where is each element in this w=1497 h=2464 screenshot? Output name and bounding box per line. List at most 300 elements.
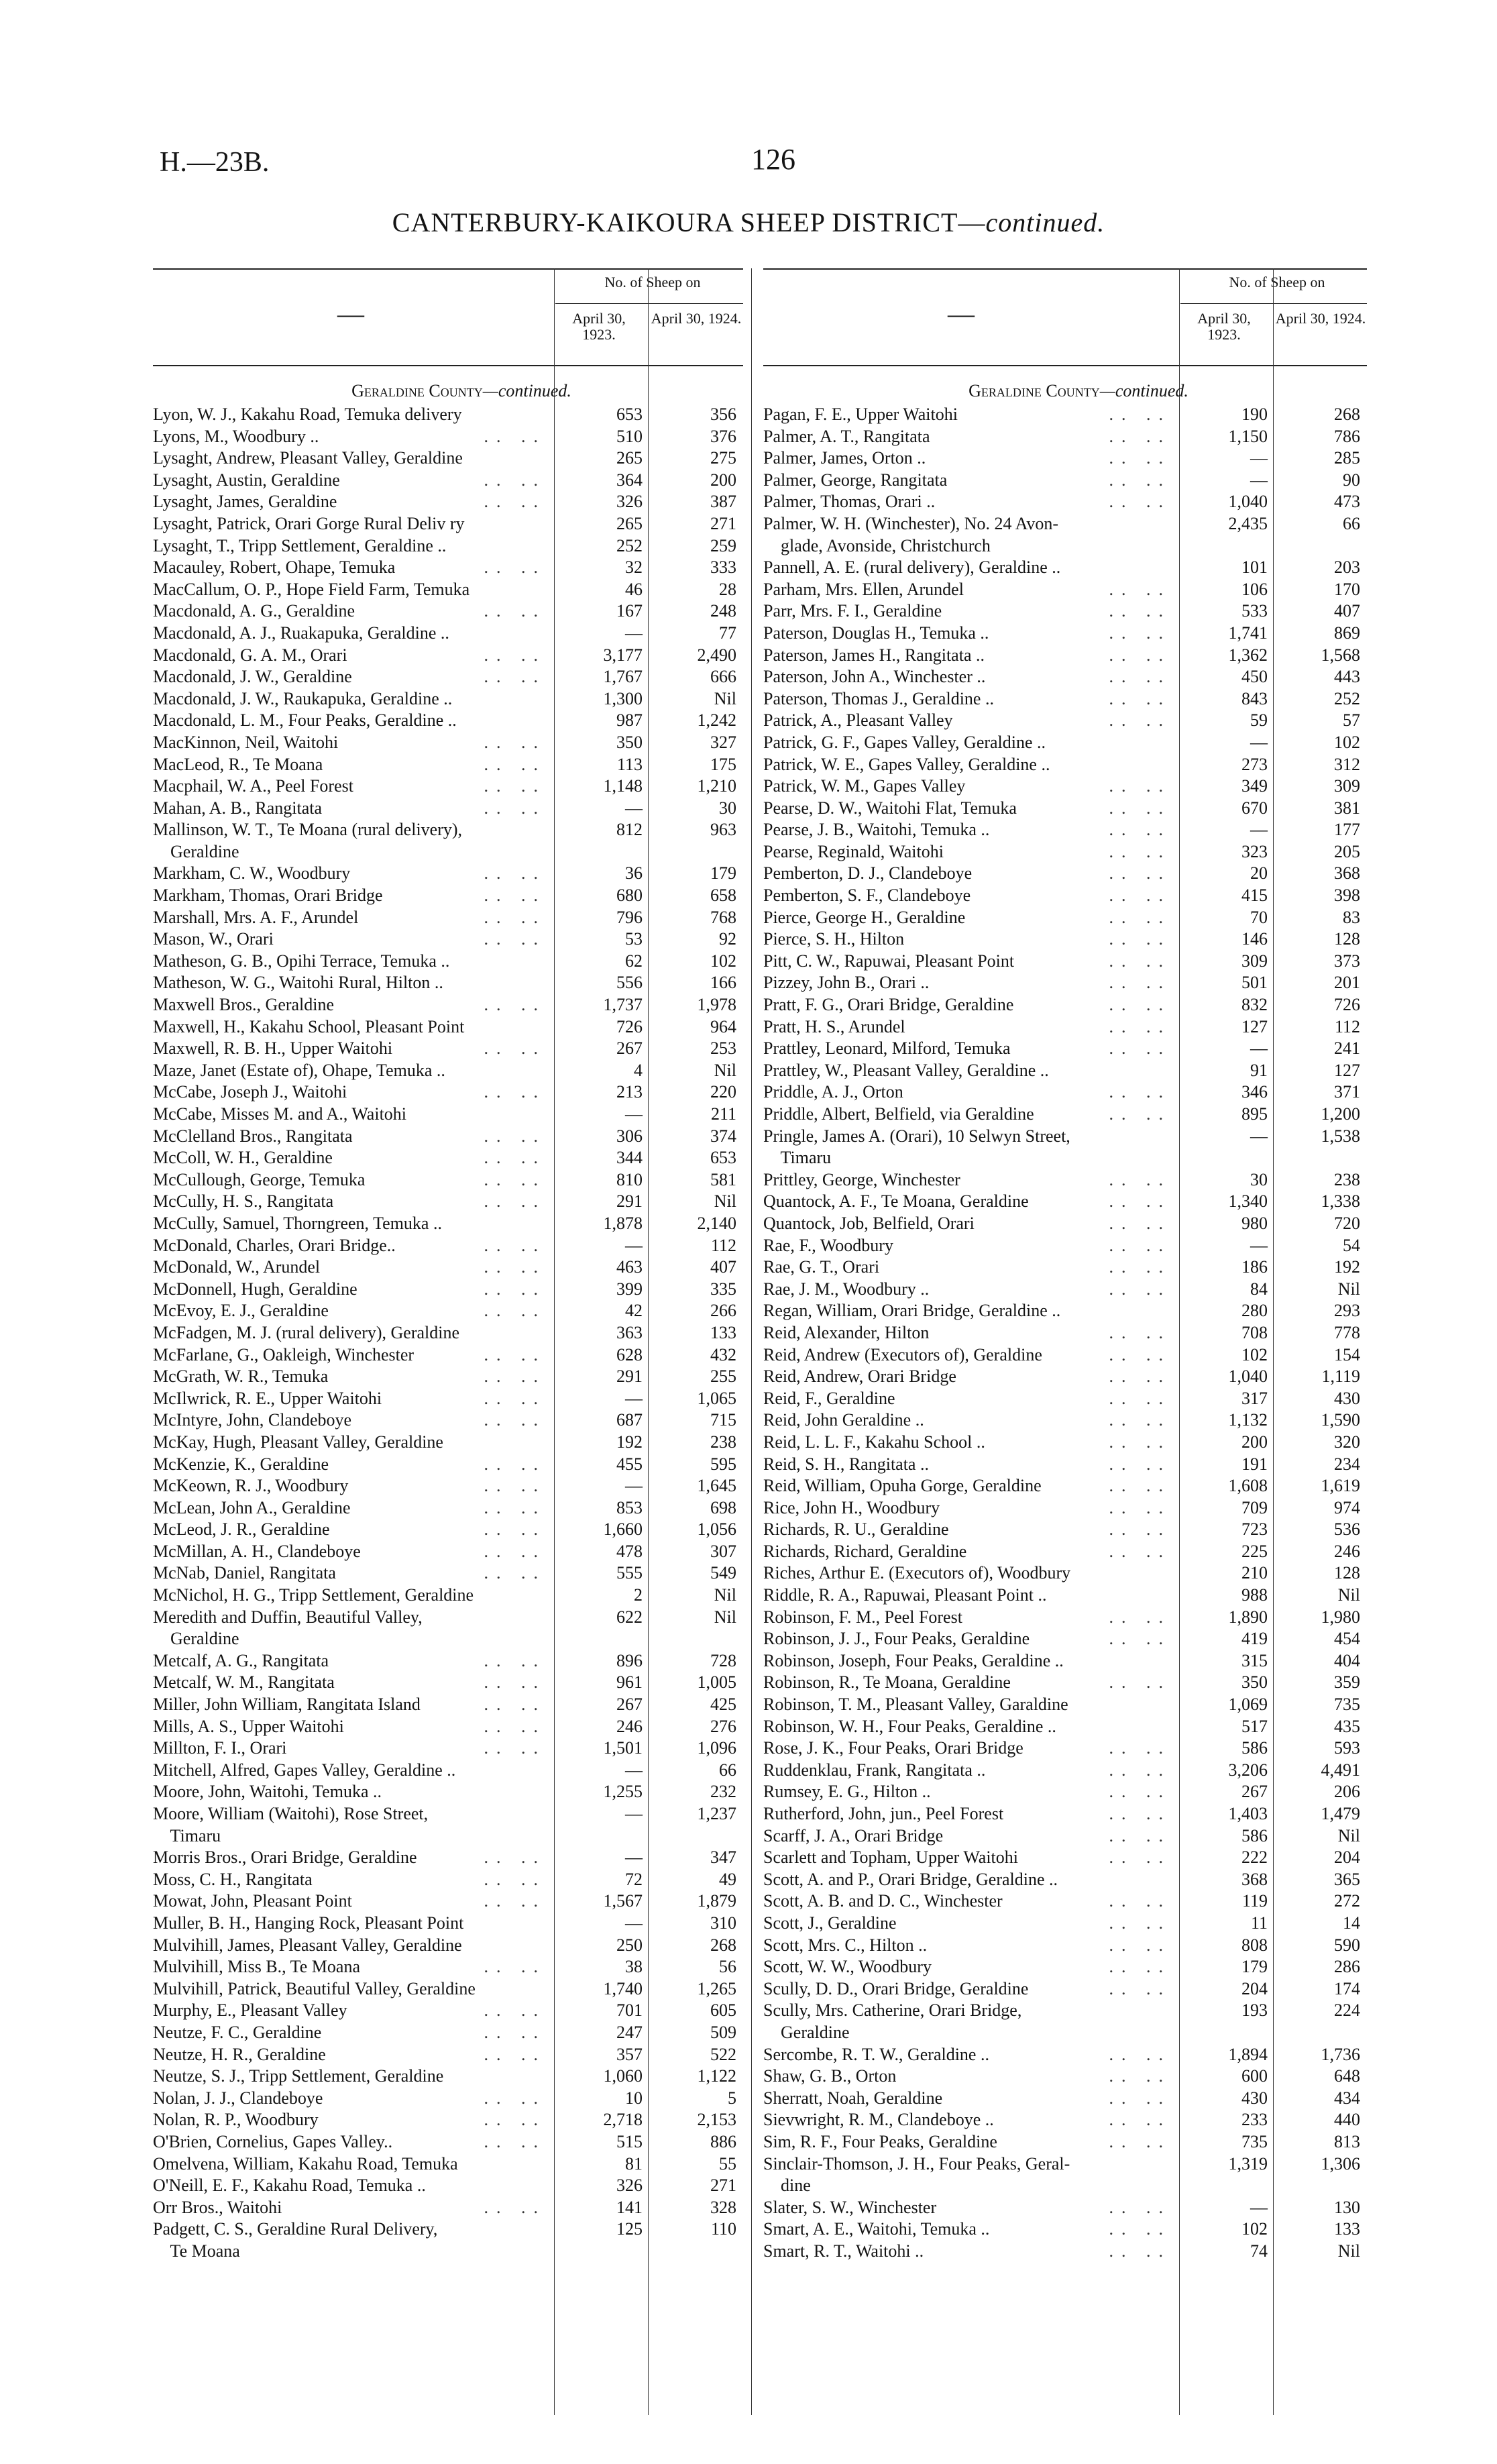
sheep-1924: 886 xyxy=(710,2131,736,2151)
owner-name xyxy=(763,645,1180,667)
owner-name-text: Parr, Mrs. F. I., Geraldine xyxy=(763,601,942,621)
sheep-1923: 455 xyxy=(616,1454,643,1474)
sheep-1923: 326 xyxy=(616,492,643,512)
sheep-1923: — xyxy=(1250,1038,1268,1059)
owner-name-text: McFarlane, G., Oakleigh, Winchester xyxy=(153,1344,414,1364)
sheep-1923: 1,069 xyxy=(1228,1695,1268,1715)
owner-name-text: Moore, John, Waitohi, Temuka .. xyxy=(153,1782,382,1802)
sheep-1924 xyxy=(1274,1147,1367,1169)
table-row xyxy=(763,951,1367,973)
dot-leader: .. .. xyxy=(1109,1279,1172,1301)
sheep-1923: 32 xyxy=(625,557,643,578)
owner-name-text: McClelland Bros., Rangitata xyxy=(153,1126,353,1146)
sheep-1924: 2,153 xyxy=(697,2110,736,2130)
dot-leader: .. .. xyxy=(484,1890,547,1913)
sheep-1924 xyxy=(1274,2175,1367,2197)
table-row xyxy=(763,1694,1367,1716)
owner-name-text: Miller, John William, Rangitata Island xyxy=(153,1695,421,1715)
sheep-1923: 1,740 xyxy=(603,1978,643,1998)
sheep-1923: 2,718 xyxy=(603,2110,643,2130)
sheep-1923: 127 xyxy=(1241,1016,1268,1036)
owner-name-text: MacLeod, R., Te Moana xyxy=(153,754,323,774)
owner-name-text: Quantock, A. F., Te Moana, Geraldine xyxy=(763,1191,1029,1212)
table-row xyxy=(763,928,1367,951)
owner-name xyxy=(763,1760,1180,1782)
owner-name-text: Te Moana xyxy=(153,2241,240,2261)
table-row xyxy=(153,491,743,513)
table-row xyxy=(763,513,1367,535)
owner-name xyxy=(763,1913,1180,1935)
owner-name xyxy=(153,1803,555,1825)
sheep-1923: 191 xyxy=(1241,1454,1268,1474)
table-row xyxy=(763,1956,1367,1978)
dot-leader: .. .. xyxy=(484,1497,547,1519)
owner-name xyxy=(763,688,1180,710)
sheep-1924: 77 xyxy=(719,623,736,643)
sheep-1923: 556 xyxy=(616,973,643,993)
sheep-1924: 271 xyxy=(710,513,736,533)
table-row xyxy=(153,1256,743,1279)
sheep-1924: 454 xyxy=(1334,1629,1360,1649)
owner-name xyxy=(763,1191,1180,1213)
owner-name-text: McLean, John A., Geraldine xyxy=(153,1497,351,1517)
owner-name xyxy=(153,1913,555,1935)
owner-name-text: Robinson, T. M., Pleasant Valley, Garaldine xyxy=(763,1695,1068,1715)
owner-name xyxy=(763,1694,1180,1716)
table-row xyxy=(763,1235,1367,1257)
table-row xyxy=(763,623,1367,645)
sheep-1924 xyxy=(649,841,743,863)
sheep-1924: 1,056 xyxy=(697,1519,736,1540)
owner-name-text: Riddle, R. A., Rapuwai, Pleasant Point .. xyxy=(763,1585,1047,1605)
owner-name-text: Priddle, A. J., Orton xyxy=(763,1082,903,1102)
sheep-1924: Nil xyxy=(714,1060,736,1080)
owner-name xyxy=(153,754,555,776)
sheep-1924: 356 xyxy=(710,405,736,424)
sheep-1924: 653 xyxy=(710,1148,736,1168)
owner-name xyxy=(153,2000,555,2022)
dot-leader: .. .. xyxy=(484,1716,547,1738)
sheep-1924: 133 xyxy=(710,1322,736,1342)
sheep-1924: 425 xyxy=(710,1695,736,1715)
owner-name-text: Quantock, Job, Belfield, Orari xyxy=(763,1213,975,1233)
owner-name xyxy=(153,1016,555,1038)
sheep-1923: 273 xyxy=(1241,754,1268,774)
table-row xyxy=(153,1781,743,1803)
table-row xyxy=(153,1694,743,1716)
table-row xyxy=(763,600,1367,623)
owner-name xyxy=(763,1147,1180,1169)
dot-leader: .. .. xyxy=(484,1694,547,1716)
table-row xyxy=(153,579,743,601)
dot-leader: .. .. xyxy=(484,1126,547,1148)
sheep-1923: 853 xyxy=(616,1497,643,1517)
owner-name-text: McKenzie, K., Geraldine xyxy=(153,1454,329,1474)
sheep-1924: 440 xyxy=(1334,2110,1360,2130)
owner-name xyxy=(153,775,555,798)
owner-name xyxy=(763,2044,1180,2066)
dot-leader: .. .. xyxy=(1109,928,1172,951)
sheep-1923: 555 xyxy=(616,1563,643,1583)
dot-leader: .. .. xyxy=(1109,688,1172,710)
dot-leader: .. .. xyxy=(1109,775,1172,798)
sheep-1924: 310 xyxy=(710,1913,736,1933)
owner-name xyxy=(763,2241,1180,2263)
sheep-1924: 66 xyxy=(1343,513,1360,533)
sheep-1923: 81 xyxy=(625,2153,643,2174)
sheep-1923: 1,608 xyxy=(1228,1476,1268,1496)
section-suffix: —continued. xyxy=(482,381,571,400)
owner-name-text: Timaru xyxy=(153,1825,221,1845)
sheep-1923: 895 xyxy=(1241,1104,1268,1124)
table-row xyxy=(763,1409,1367,1432)
owner-name xyxy=(153,2153,555,2176)
table-row xyxy=(153,994,743,1016)
dot-leader: .. .. xyxy=(484,885,547,907)
sheep-1924: 266 xyxy=(710,1301,736,1321)
owner-name-text: Geraldine xyxy=(153,841,239,861)
table-row xyxy=(153,1169,743,1191)
sheep-1924: 66 xyxy=(719,1760,736,1780)
sheep-1923: 1,040 xyxy=(1228,1367,1268,1387)
sheep-1923 xyxy=(555,1628,649,1650)
owner-name-text: Scott, Mrs. C., Hilton .. xyxy=(763,1935,928,1955)
dot-leader: .. .. xyxy=(484,2197,547,2219)
owner-name-text: Pemberton, S. F., Clandeboye xyxy=(763,886,971,906)
sheep-1923: 59 xyxy=(1250,710,1268,731)
dot-leader: .. .. xyxy=(1109,447,1172,470)
sheep-1923: 20 xyxy=(1250,863,1268,883)
owner-name xyxy=(153,1956,555,1978)
sheep-1923: — xyxy=(1250,1126,1268,1146)
owner-name-text: Patrick, W. M., Gapes Valley xyxy=(763,776,966,796)
sheep-1923: 399 xyxy=(616,1279,643,1299)
sheep-1924 xyxy=(649,1825,743,1847)
sheep-1923: 349 xyxy=(1241,776,1268,796)
owner-name-text: Pitt, C. W., Rapuwai, Pleasant Point xyxy=(763,951,1015,971)
table-row xyxy=(153,447,743,470)
dot-leader: .. .. xyxy=(1109,1956,1172,1978)
sheep-1924: 133 xyxy=(1334,2219,1360,2239)
sheep-1923: 670 xyxy=(1241,798,1268,818)
sheep-1924: 813 xyxy=(1334,2131,1360,2151)
dot-leader: .. .. xyxy=(484,2088,547,2110)
owner-name-text: Maxwell, R. B. H., Upper Waitohi xyxy=(153,1038,393,1059)
dot-leader: .. .. xyxy=(1109,2197,1172,2219)
owner-name xyxy=(153,1300,555,1322)
owner-name xyxy=(763,666,1180,688)
owner-name-text: Maze, Janet (Estate of), Ohape, Temuka .. xyxy=(153,1060,445,1080)
year-1924-header: April 30, 1924. xyxy=(651,310,742,327)
dot-leader: .. .. xyxy=(1109,1935,1172,1957)
table-row xyxy=(763,1781,1367,1803)
sheep-1924: 368 xyxy=(1334,863,1360,883)
table-row xyxy=(763,1607,1367,1629)
owner-name-text: Metcalf, W. M., Rangitata xyxy=(153,1672,335,1693)
owner-name xyxy=(153,1541,555,1563)
dot-leader: .. .. xyxy=(484,1409,547,1432)
sheep-1924: 1,538 xyxy=(1321,1126,1360,1146)
owner-name xyxy=(153,841,555,863)
table-row xyxy=(153,928,743,951)
owner-name-text: Scully, Mrs. Catherine, Orari Bridge, xyxy=(763,2000,1022,2021)
owner-name-text: Shaw, G. B., Orton xyxy=(763,2066,897,2086)
owner-name-text: Rae, F., Woodbury xyxy=(763,1235,893,1255)
table-header xyxy=(153,268,743,366)
owner-name-text: Muller, B. H., Hanging Rock, Pleasant Point xyxy=(153,1913,464,1933)
owner-name xyxy=(153,1978,555,2000)
owner-name-text: Prattley, Leonard, Milford, Temuka xyxy=(763,1038,1011,1059)
owner-name xyxy=(153,2088,555,2110)
dot-leader: .. .. xyxy=(1109,1454,1172,1476)
sheep-1923: 1,040 xyxy=(1228,492,1268,512)
sheep-1924: 327 xyxy=(710,732,736,752)
owner-name xyxy=(153,2218,555,2241)
owner-name-text: Patrick, G. F., Gapes Valley, Geraldine .. xyxy=(763,732,1046,752)
dot-leader: .. .. xyxy=(484,2022,547,2044)
sheep-1923: 246 xyxy=(616,1716,643,1736)
owner-name-text: Pannell, A. E. (rural delivery), Geraldine .. xyxy=(763,557,1061,578)
sheep-1923: 291 xyxy=(616,1191,643,1212)
dot-leader: .. .. xyxy=(484,1737,547,1760)
sheep-1923: 119 xyxy=(1241,1891,1268,1911)
owner-name xyxy=(153,1672,555,1694)
owner-name xyxy=(153,535,555,557)
sheep-1924: 57 xyxy=(1343,710,1360,731)
owner-name-text: Matheson, W. G., Waitohi Rural, Hilton .. xyxy=(153,973,443,993)
owner-name-text: Mallinson, W. T., Te Moana (rural delivery), xyxy=(153,820,463,840)
sheep-1923: 113 xyxy=(616,754,643,774)
owner-name xyxy=(763,1890,1180,1913)
sheep-1924: 92 xyxy=(719,929,736,949)
sheep-1923: 102 xyxy=(1241,1344,1268,1364)
table-row xyxy=(763,1869,1367,1891)
table-row xyxy=(763,1519,1367,1541)
owner-name-text: McDonnell, Hugh, Geraldine xyxy=(153,1279,357,1299)
sheep-1924: 398 xyxy=(1334,886,1360,906)
sheep-1923: — xyxy=(625,1804,643,1823)
owner-name xyxy=(763,426,1180,448)
section-name: Geraldine County xyxy=(351,381,483,400)
sheep-1924: 241 xyxy=(1334,1038,1360,1059)
table-row xyxy=(763,1147,1367,1169)
table-row xyxy=(153,1235,743,1257)
sheep-1924: 365 xyxy=(1334,1869,1360,1889)
dot-leader: .. .. xyxy=(1109,1256,1172,1279)
owner-name-text: Mills, A. S., Upper Waitohi xyxy=(153,1716,344,1736)
dot-leader: .. .. xyxy=(484,732,547,754)
owner-name xyxy=(153,1694,555,1716)
sheep-1924: 964 xyxy=(710,1016,736,1036)
dot-leader: .. .. xyxy=(484,1081,547,1104)
dot-leader: .. .. xyxy=(484,1869,547,1891)
owner-name xyxy=(763,1432,1180,1454)
dot-leader: .. .. xyxy=(1109,1432,1172,1454)
owner-name-text: Riches, Arthur E. (Executors of), Woodbury xyxy=(763,1563,1071,1583)
owner-name xyxy=(153,1409,555,1432)
owner-name-text: Sercombe, R. T. W., Geraldine .. xyxy=(763,2044,989,2064)
sheep-1924: 201 xyxy=(1334,973,1360,993)
owner-name xyxy=(153,1890,555,1913)
sheep-1924: 720 xyxy=(1334,1213,1360,1233)
sheep-1924: Nil xyxy=(714,1191,736,1212)
owner-name-text: Nolan, J. J., Clandeboye xyxy=(153,2088,323,2108)
owner-name xyxy=(763,1803,1180,1825)
table-row xyxy=(763,2197,1367,2219)
owner-name-text: McIntyre, John, Clandeboye xyxy=(153,1410,352,1430)
owner-name xyxy=(153,1847,555,1869)
sheep-1924: 234 xyxy=(1334,1454,1360,1474)
owner-name-text: Macdonald, L. M., Four Peaks, Geraldine .. xyxy=(153,710,457,731)
sheep-1923: 38 xyxy=(625,1957,643,1977)
owner-name xyxy=(763,1038,1180,1060)
sheep-1924: 128 xyxy=(1334,1563,1360,1583)
table-row xyxy=(763,2153,1367,2176)
table-header xyxy=(763,268,1367,366)
sheep-1924: 1,122 xyxy=(697,2066,736,2086)
dot-leader: .. .. xyxy=(1109,1169,1172,1191)
sheep-1923: 267 xyxy=(616,1695,643,1715)
table-row xyxy=(153,710,743,732)
section-heading xyxy=(153,374,743,404)
sheep-1924: 1,645 xyxy=(697,1476,736,1496)
owner-name-text: McKay, Hugh, Pleasant Valley, Geraldine xyxy=(153,1432,443,1452)
sheep-1924: 778 xyxy=(1334,1322,1360,1342)
dot-leader: .. .. xyxy=(484,557,547,579)
sheep-1924: 522 xyxy=(710,2044,736,2064)
sheep-1923: 204 xyxy=(1241,1978,1268,1998)
dot-leader: .. .. xyxy=(484,491,547,513)
owner-name-text: Robinson, F. M., Peel Forest xyxy=(763,1607,962,1627)
sheep-1923: 478 xyxy=(616,1541,643,1561)
table-row xyxy=(763,645,1367,667)
dot-leader: .. .. xyxy=(484,1650,547,1672)
sheep-1924: 509 xyxy=(710,2022,736,2042)
sheep-1924: 1,065 xyxy=(697,1388,736,1408)
sheep-1924: 30 xyxy=(719,798,736,818)
owner-name xyxy=(763,1716,1180,1738)
sheep-1924: 174 xyxy=(1334,1978,1360,1998)
year-1923-header: April 30, 1923. xyxy=(1197,310,1251,343)
owner-name-text: McCully, Samuel, Thorngreen, Temuka .. xyxy=(153,1213,442,1233)
owner-name xyxy=(763,1454,1180,1476)
dot-leader: .. .. xyxy=(484,470,547,492)
dot-leader: .. .. xyxy=(1109,1081,1172,1104)
dot-leader: .. .. xyxy=(484,600,547,623)
dot-leader: .. .. xyxy=(484,1672,547,1694)
dot-leader: .. .. xyxy=(484,1541,547,1563)
owner-name-text: Richards, Richard, Geraldine xyxy=(763,1541,967,1561)
owner-name xyxy=(763,1409,1180,1432)
owner-name xyxy=(763,600,1180,623)
sheep-1923: 4 xyxy=(634,1060,643,1080)
section-heading xyxy=(763,374,1367,404)
sheep-1923: 1,148 xyxy=(603,776,643,796)
table-row xyxy=(153,1016,743,1038)
sheep-1924: 206 xyxy=(1334,1782,1360,1802)
sheep-1924: 1,980 xyxy=(1321,1607,1360,1627)
sheep-1924: 220 xyxy=(710,1082,736,1102)
owner-name-text: Reid, S. H., Rangitata .. xyxy=(763,1454,929,1474)
owner-name xyxy=(763,2153,1180,2176)
sheep-1924: 130 xyxy=(1334,2197,1360,2217)
owner-name-text: Rae, J. M., Woodbury .. xyxy=(763,1279,930,1299)
owner-name xyxy=(153,863,555,885)
sheep-1923: — xyxy=(625,1388,643,1408)
sheep-1924: 1,479 xyxy=(1321,1804,1360,1823)
owner-name-text: Metcalf, A. G., Rangitata xyxy=(153,1650,329,1670)
owner-name-text: Lysaght, Andrew, Pleasant Valley, Geraldine xyxy=(153,448,463,468)
table-row xyxy=(763,994,1367,1016)
owner-name xyxy=(153,1147,555,1169)
table-row xyxy=(153,2066,743,2088)
table-row xyxy=(153,470,743,492)
table-row xyxy=(153,688,743,710)
owner-name xyxy=(153,1760,555,1782)
sheep-1923: 323 xyxy=(1241,841,1268,861)
sheep-1923: 346 xyxy=(1241,1082,1268,1102)
table-row xyxy=(763,907,1367,929)
owner-name-text: Neutze, F. C., Geraldine xyxy=(153,2022,322,2042)
table-row xyxy=(153,2022,743,2044)
sheep-1924: 238 xyxy=(710,1432,736,1452)
owner-name-text: Parham, Mrs. Ellen, Arundel xyxy=(763,579,964,599)
table-row xyxy=(763,754,1367,776)
dot-leader: .. .. xyxy=(1109,1191,1172,1213)
sheep-1924: 5 xyxy=(728,2088,736,2108)
sheep-1923: 102 xyxy=(1241,2219,1268,2239)
sheep-1923: 1,060 xyxy=(603,2066,643,2086)
sheep-1924: Nil xyxy=(714,688,736,708)
sheep-1923: — xyxy=(1250,470,1268,490)
sheep-1923: 265 xyxy=(616,448,643,468)
dot-leader: .. .. xyxy=(1109,798,1172,820)
sheep-1924 xyxy=(1274,535,1367,557)
owner-name xyxy=(153,2131,555,2153)
dot-leader: .. .. xyxy=(1109,1672,1172,1694)
owner-name xyxy=(153,2066,555,2088)
owner-name-text: Markham, C. W., Woodbury xyxy=(153,863,351,883)
sheep-1924: 56 xyxy=(719,1957,736,1977)
dot-leader: .. .. xyxy=(484,907,547,929)
owner-name xyxy=(763,1322,1180,1344)
owner-name xyxy=(763,1475,1180,1497)
table-row xyxy=(153,2153,743,2176)
table-row xyxy=(763,1432,1367,1454)
sheep-1924: 90 xyxy=(1343,470,1360,490)
table-row xyxy=(153,1562,743,1585)
name-column-header: — xyxy=(948,299,975,329)
year-1923-header: April 30, 1923. xyxy=(572,310,626,343)
table-row xyxy=(153,732,743,754)
dot-leader: .. .. xyxy=(1109,819,1172,841)
dot-leader: .. .. xyxy=(484,863,547,885)
dot-leader: .. .. xyxy=(1109,1737,1172,1760)
sheep-1924: 698 xyxy=(710,1497,736,1517)
owner-name-text: Lyon, W. J., Kakahu Road, Temuka delivery xyxy=(153,405,462,424)
owner-name-text: Macdonald, A. G., Geraldine xyxy=(153,601,355,621)
sheep-1923: 735 xyxy=(1241,2131,1268,2151)
owner-name xyxy=(763,1672,1180,1694)
table-row xyxy=(153,1737,743,1760)
owner-name xyxy=(763,1081,1180,1104)
dot-leader: .. .. xyxy=(484,928,547,951)
left-column xyxy=(153,268,743,2415)
table-row xyxy=(153,775,743,798)
sheep-1924: 1,306 xyxy=(1321,2153,1360,2174)
table-row xyxy=(763,1672,1367,1694)
table-row xyxy=(153,1847,743,1869)
